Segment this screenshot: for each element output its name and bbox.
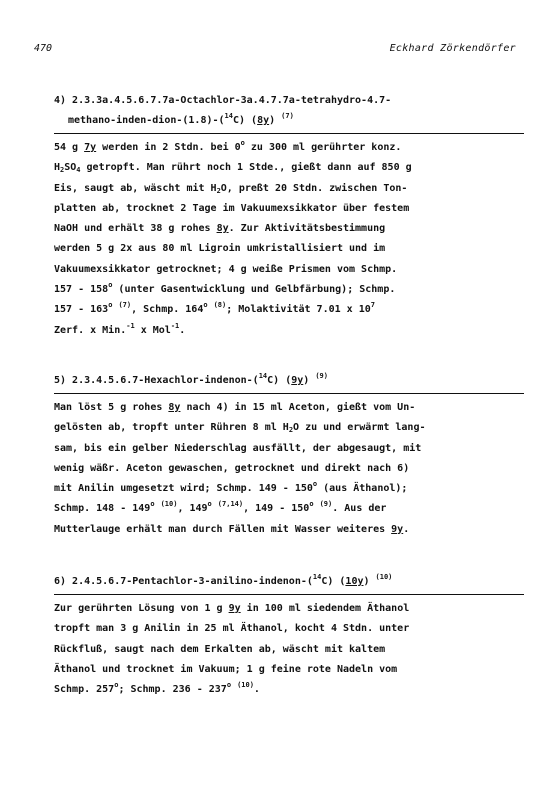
- text-line: wenig wäßr. Aceton gewaschen, getrocknet und direkt nach 6): [54, 462, 410, 474]
- section-heading: [54, 91, 524, 131]
- procedure-section: [54, 91, 524, 341]
- text-line: sam, bis ein gelber Niederschlag ausfällt, der abgesaugt, mit: [54, 442, 422, 454]
- procedure-text: [54, 398, 524, 540]
- text-line: Schmp. 148 - 149$^o$ $^{(10)}$, 149$^o$ $^{(7,14)}$, 149 - 150$^o$ $^{(9)}$. Aus der: [54, 500, 387, 515]
- text-line: Äthanol und trocknet im Vakuum; 1 g feine rote Nadeln vom: [54, 663, 398, 675]
- heading-line: 4) 2.3.3a.4.5.6.7.7a-Octachlor-3a.4.7.7a-tetrahydro-4.7-: [54, 95, 392, 106]
- text-line: Eis, saugt ab, wäscht mit $H_2O$, preßt 20 Stdn. zwischen Ton-: [54, 182, 408, 195]
- heading-rule: [54, 393, 524, 394]
- text-line: gelösten ab, tropft unter Rühren 8 ml $H_2O$ zu und erwärmt lang-: [54, 422, 426, 435]
- page-number: 470: [34, 43, 53, 54]
- text-line: Rückfluß, saugt nach dem Erkalten ab, wäscht mit kaltem: [54, 643, 386, 655]
- text-line: Zerf. x Min.$^{-1}$ x Mol$^{-1}$.: [54, 321, 186, 336]
- text-line: Zur gerührten Lösung von 1 g 9y in 100 ml siedendem Äthanol: [54, 603, 410, 614]
- section-heading: [54, 371, 524, 391]
- text-line: 54 g 7y werden in 2 Stdn. bei 0$^o$ zu 300 ml gerührter konz.: [54, 139, 402, 153]
- text-line: tropft man 3 g Anilin in 25 ml Äthanol, kocht 4 Stdn. unter: [54, 623, 410, 635]
- section-heading: [54, 572, 524, 592]
- procedure-text: [54, 138, 524, 341]
- heading-rule: [54, 133, 524, 134]
- text-line: Man löst 5 g rohes 8y nach 4) in 15 ml Aceton, gießt vom Un-: [54, 402, 416, 413]
- text-line: Schmp. 257$^o$; Schmp. 236 - 237$^o$ $^{(10)}$.: [54, 681, 260, 696]
- text-line: werden 5 g 2x aus 80 ml Ligroin umkristallisiert und im: [54, 243, 386, 255]
- text-line: Vakuumexsikkator getrocknet; 4 g weiße Prismen vom Schmp.: [54, 263, 398, 275]
- text-line: NaOH und erhält 38 g rohes 8y. Zur Aktivitätsbestimmung: [54, 223, 386, 235]
- text-line: 157 - 163$^o$ $^{(7)}$, Schmp. 164$^o$ $^{(8)}$; Molaktivität 7.01 x $10^7$: [54, 301, 375, 316]
- heading-line: 5) 2.3.4.5.6.7-Hexachlor-indenon-($^{14}$C) (9y) $^{(9)}$: [54, 372, 328, 386]
- text-line: 157 - 158$^o$ (unter Gasentwicklung und Gelbfärbung); Schmp.: [54, 281, 396, 296]
- text-line: Mutterlauge erhält man durch Fällen mit Wasser weiteres 9y.: [54, 523, 410, 535]
- heading-line: 6) 2.4.5.6.7-Pentachlor-3-anilino-indenon-($^{14}$C) (10y) $^{(10)}$: [54, 573, 393, 587]
- text-line: platten ab, trocknet 2 Tage im Vakuumexsikkator über festem: [54, 202, 410, 214]
- text-line: mit Anilin umgesetzt wird; Schmp. 149 - 150$^o$ (aus Äthanol);: [54, 480, 408, 495]
- procedure-section: [54, 371, 524, 540]
- heading-line: methano-inden-dion-(1.8)-($^{14}$C) (8y) $^{(7)}$: [68, 112, 294, 126]
- running-header-author: Eckhard Zörkendörfer: [389, 43, 516, 54]
- procedure-section: [54, 572, 524, 700]
- heading-rule: [54, 594, 524, 595]
- procedure-text: [54, 599, 524, 700]
- text-line: $H_2SO_4$ getropft. Man rührt noch 1 Stde., gießt dann auf 850 g: [54, 162, 412, 175]
